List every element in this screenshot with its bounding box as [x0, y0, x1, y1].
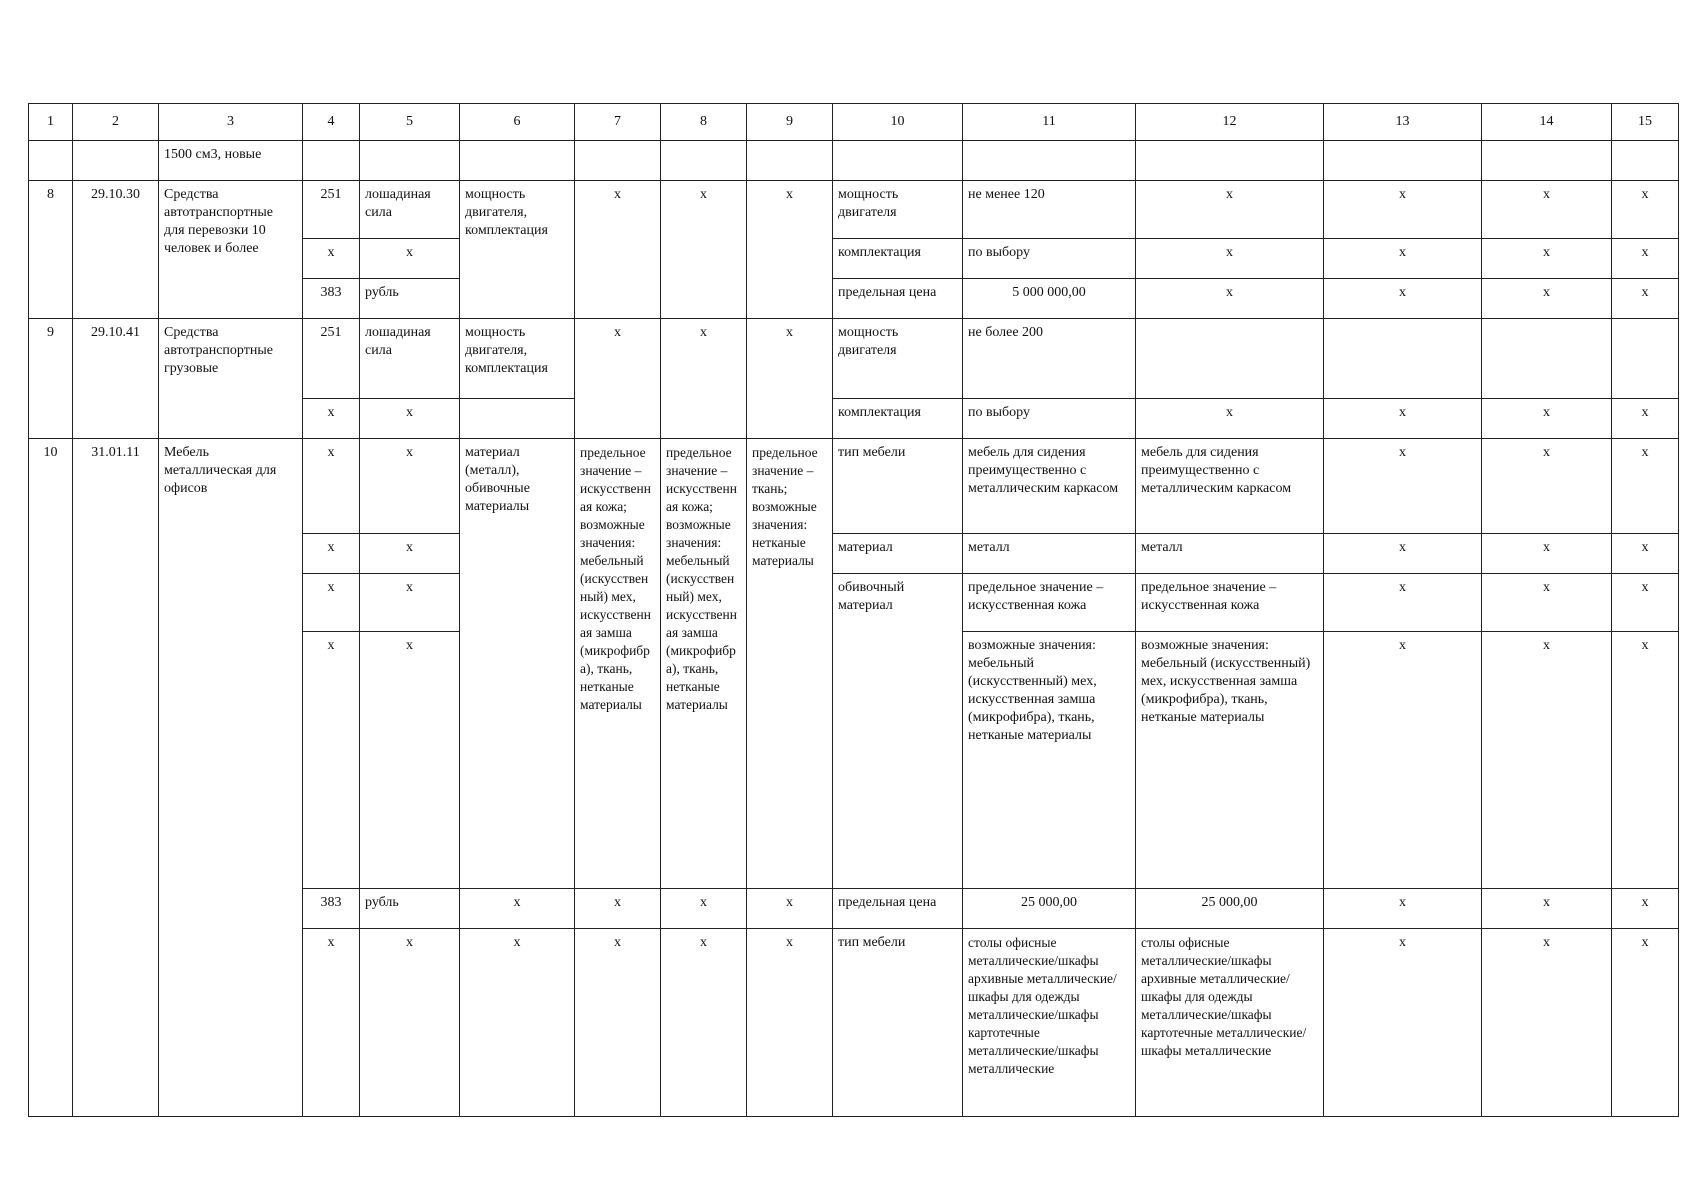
cell-characteristic: тип мебели [833, 439, 963, 534]
cell-value: x [1482, 929, 1612, 1117]
cell-characteristic: предельная цена [833, 279, 963, 319]
cell-value: x [1612, 181, 1679, 239]
cell-value: x [1324, 534, 1482, 574]
cell-characteristic: предельная цена [833, 889, 963, 929]
header-cell: 2 [73, 104, 159, 141]
cell-value: x [1324, 632, 1482, 889]
cell-value: x [1136, 279, 1324, 319]
cell-value: предельное значение – искусственная кожа; возможные значения: мебельный (искусственный) мех, искусственная замша (микрофибра), ткань, нетканые материалы [661, 439, 747, 889]
cell-value: x [1482, 279, 1612, 319]
cell-characteristic: комплектация [833, 239, 963, 279]
cell-value: x [1324, 889, 1482, 929]
cell-value: x [1324, 399, 1482, 439]
cell-name: Средства автотранспортные грузовые [159, 319, 303, 439]
cell-value: x [575, 319, 661, 439]
table-row [29, 181, 1679, 239]
cell-unit-code: x [303, 534, 360, 574]
cell-value: x [1482, 239, 1612, 279]
cell-value: x [1324, 181, 1482, 239]
cell-unit: рубль [360, 889, 460, 929]
cell-value: x [747, 319, 833, 439]
cell-characteristics: материал (металл), обивочные материалы [460, 439, 575, 889]
cell-num: 10 [29, 439, 73, 1117]
header-cell: 12 [1136, 104, 1324, 141]
header-cell: 8 [661, 104, 747, 141]
cell-unit-code: x [303, 632, 360, 889]
cell-value: x [1136, 181, 1324, 239]
cell-value: 5 000 000,00 [963, 279, 1136, 319]
cell-value: предельное значение – искусственная кожа; возможные значения: мебельный (искусственный) мех, искусственная замша (микрофибра), ткань, нетканые материалы [575, 439, 661, 889]
cell-value: x [460, 889, 575, 929]
cell-value: x [1136, 239, 1324, 279]
header-cell: 6 [460, 104, 575, 141]
cell-unit: x [360, 632, 460, 889]
cell-unit: x [360, 929, 460, 1117]
cell-value: предельное значение – искусственная кожа [1136, 574, 1324, 632]
cell-value: x [1612, 239, 1679, 279]
cell-value: x [1482, 439, 1612, 534]
cell-num: 9 [29, 319, 73, 439]
cell-characteristic: комплектация [833, 399, 963, 439]
cell-value: x [661, 181, 747, 319]
cell-value: x [460, 929, 575, 1117]
cell-unit-code: 383 [303, 889, 360, 929]
cell-num: 8 [29, 181, 73, 319]
cell-value: мебель для сидения преимущественно с металлическим каркасом [963, 439, 1136, 534]
cell-name: Средства автотранспортные для перевозки 10 человек и более [159, 181, 303, 319]
cell-value: предельное значение – ткань; возможные значения: нетканые материалы [747, 439, 833, 889]
cell-unit: рубль [360, 279, 460, 319]
cell-unit: x [360, 399, 460, 439]
cell-unit-code: 251 [303, 319, 360, 399]
cell-unit-code: x [303, 929, 360, 1117]
header-cell: 3 [159, 104, 303, 141]
header-cell: 10 [833, 104, 963, 141]
cell-value: x [1482, 399, 1612, 439]
cell-value: не менее 120 [963, 181, 1136, 239]
cell-value: x [1324, 279, 1482, 319]
cell-value: металл [963, 534, 1136, 574]
cell-value: x [1612, 929, 1679, 1117]
cell-value: x [1612, 889, 1679, 929]
cell-unit-code: x [303, 399, 360, 439]
table-row [29, 319, 1679, 399]
header-cell: 9 [747, 104, 833, 141]
cell-value: x [1612, 439, 1679, 534]
cell-unit: x [360, 574, 460, 632]
cell-value: x [1612, 399, 1679, 439]
requirements-table [28, 103, 1679, 1117]
cell-characteristic: мощность двигателя [833, 181, 963, 239]
header-cell: 7 [575, 104, 661, 141]
cell-characteristic: тип мебели [833, 929, 963, 1117]
cell-name: Мебель металлическая для офисов [159, 439, 303, 1117]
cell-value: x [747, 889, 833, 929]
cell-value: x [747, 929, 833, 1117]
cell-characteristic: мощность двигателя [833, 319, 963, 399]
cell-value: x [575, 889, 661, 929]
cell-value: x [1482, 534, 1612, 574]
cell-value: x [1612, 632, 1679, 889]
cell-characteristics: мощность двигателя, комплектация [460, 319, 575, 399]
cell-value: 25 000,00 [1136, 889, 1324, 929]
cell-value: x [661, 889, 747, 929]
header-cell: 15 [1612, 104, 1679, 141]
cell-value: x [1324, 574, 1482, 632]
cell-unit: x [360, 534, 460, 574]
cell-value: возможные значения: мебельный (искусственный) мех, искусственная замша (микрофибра), ткань, нетканые материалы [963, 632, 1136, 889]
cell-value: мебель для сидения преимущественно с металлическим каркасом [1136, 439, 1324, 534]
cell-name: 1500 см3, новые [159, 141, 303, 181]
cell-value: x [575, 929, 661, 1117]
cell-value: x [1324, 439, 1482, 534]
cell-value: по выбору [963, 239, 1136, 279]
cell-value: x [1612, 279, 1679, 319]
cell-unit-code: x [303, 439, 360, 534]
cell-unit: x [360, 239, 460, 279]
cell-value: x [661, 929, 747, 1117]
cell-characteristic: материал [833, 534, 963, 574]
cell-unit-code: x [303, 574, 360, 632]
cell-unit-code: 251 [303, 181, 360, 239]
cell-value: x [661, 319, 747, 439]
table-row [29, 141, 1679, 181]
cell-value: x [1324, 929, 1482, 1117]
cell-unit: лошадиная сила [360, 181, 460, 239]
cell-unit: лошадиная сила [360, 319, 460, 399]
cell-code: 29.10.41 [73, 319, 159, 439]
cell-value: столы офисные металлические/шкафы архивные металлические/шкафы для одежды металлические/шкафы картотечные металлические/шкафы металлические [1136, 929, 1324, 1117]
header-cell: 1 [29, 104, 73, 141]
header-cell: 13 [1324, 104, 1482, 141]
cell-value: столы офисные металлические/шкафы архивные металлические/шкафы для одежды металлические/шкафы картотечные металлические/шкафы металлические [963, 929, 1136, 1117]
cell-value: предельное значение – искусственная кожа [963, 574, 1136, 632]
header-cell: 5 [360, 104, 460, 141]
cell-value: металл [1136, 534, 1324, 574]
cell-value: x [1482, 632, 1612, 889]
cell-code: 31.01.11 [73, 439, 159, 1117]
cell-value: по выбору [963, 399, 1136, 439]
column-number-row [29, 104, 1679, 141]
cell-unit: x [360, 439, 460, 534]
cell-value: x [1324, 239, 1482, 279]
cell-value: x [1482, 181, 1612, 239]
header-cell: 14 [1482, 104, 1612, 141]
cell-code: 29.10.30 [73, 181, 159, 319]
cell-unit-code: x [303, 239, 360, 279]
cell-unit-code: 383 [303, 279, 360, 319]
cell-value: x [747, 181, 833, 319]
cell-value: не более 200 [963, 319, 1136, 399]
table-row [29, 439, 1679, 534]
header-cell: 11 [963, 104, 1136, 141]
cell-characteristics: мощность двигателя, комплектация [460, 181, 575, 319]
cell-characteristic: обивочный материал [833, 574, 963, 889]
cell-value: x [575, 181, 661, 319]
cell-value: x [1612, 534, 1679, 574]
cell-value: x [1612, 574, 1679, 632]
header-cell: 4 [303, 104, 360, 141]
cell-value: 25 000,00 [963, 889, 1136, 929]
cell-value: x [1482, 574, 1612, 632]
cell-value: x [1482, 889, 1612, 929]
cell-value: возможные значения: мебельный (искусственный) мех, искусственная замша (микрофибра), ткань, нетканые материалы [1136, 632, 1324, 889]
cell-value: x [1136, 399, 1324, 439]
